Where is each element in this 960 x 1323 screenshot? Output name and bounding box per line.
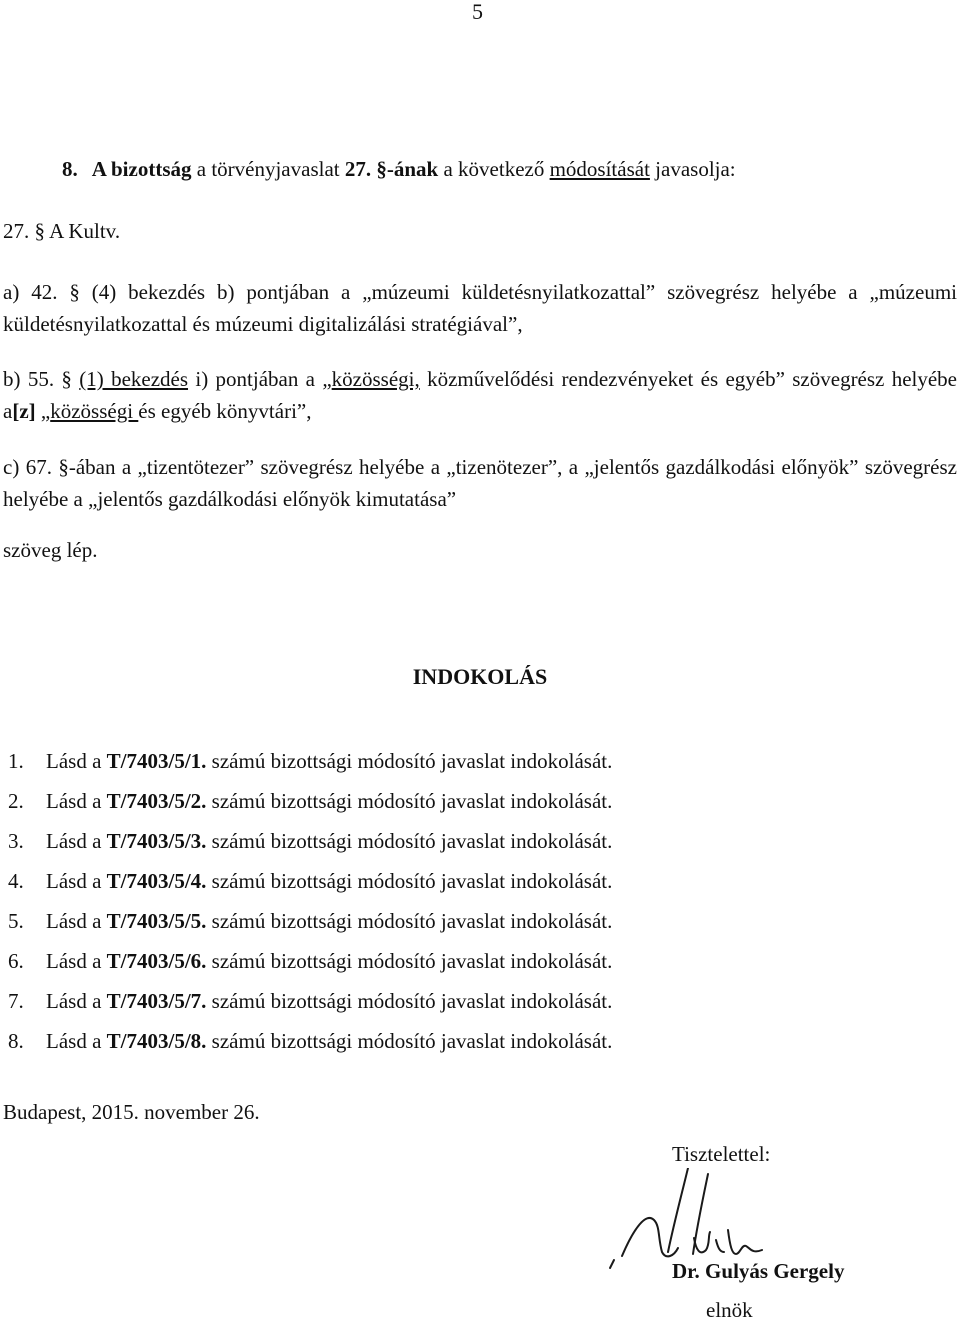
regards-text: Tisztelettel: — [672, 1142, 771, 1166]
section-reference: 27. § A Kultv. — [3, 219, 121, 243]
heading-section: 27. §-ának — [344, 157, 439, 181]
point-b-underlined: (1) bekezdés — [79, 367, 189, 391]
item-reference: T/7403/5/3. — [106, 829, 207, 853]
heading-underlined: módosítását — [549, 157, 650, 181]
signer-title: elnök — [706, 1298, 753, 1322]
justification-title: INDOKOLÁS — [412, 664, 548, 689]
point-b-part: közművelődési rendezvényeket és egyéb” szövegrész helyébe a — [3, 367, 958, 423]
heading-text: a törvényjavaslat — [191, 157, 345, 181]
item-number: 2. — [8, 789, 24, 813]
point-b-paragraph — [3, 363, 957, 427]
item-prefix: Lásd a — [46, 989, 107, 1013]
item-reference: T/7403/5/8. — [106, 1029, 207, 1053]
item-prefix: Lásd a — [46, 1029, 107, 1053]
justification-item — [8, 1021, 612, 1061]
item-prefix: Lásd a — [46, 749, 107, 773]
item-number: 6. — [8, 949, 24, 973]
heading-text-3: javasolja: — [649, 157, 736, 181]
item-prefix: Lásd a — [46, 869, 107, 893]
item-suffix: számú bizottsági módosító javaslat indokolását. — [206, 789, 613, 813]
point-b-part: „ — [35, 399, 51, 423]
item-reference: T/7403/5/6. — [106, 949, 207, 973]
item-number: 3. — [8, 829, 24, 853]
amendment-heading — [62, 156, 736, 182]
point-b-part: és egyéb könyvtári”, — [138, 399, 312, 423]
item-number: 5. — [8, 909, 24, 933]
heading-subject: A bizottság — [91, 157, 192, 181]
item-suffix: számú bizottsági módosító javaslat indokolását. — [206, 989, 613, 1013]
justification-item — [8, 741, 612, 781]
point-b-underlined: közösségi — [50, 399, 139, 423]
point-c-paragraph: c) 67. §-ában a „tizentötezer” szövegrész helyébe a „tizenötezer”, a „jelentős gazdálkodási előnyök” szövegrész helyébe a „jelentős gazdálkodási előnyök kimutatása” — [3, 455, 957, 511]
point-b-underlined: közösségi, — [331, 367, 420, 391]
item-number: 1. — [8, 749, 24, 773]
item-prefix: Lásd a — [46, 789, 107, 813]
item-reference: T/7403/5/5. — [106, 909, 207, 933]
justification-item — [8, 981, 612, 1021]
closing-text: szöveg lép. — [3, 538, 98, 562]
item-reference: T/7403/5/4. — [106, 869, 207, 893]
item-number: 8. — [8, 1029, 24, 1053]
justification-item — [8, 861, 612, 901]
item-prefix: Lásd a — [46, 829, 107, 853]
signer-name: Dr. Gulyás Gergely — [672, 1259, 845, 1283]
item-prefix: Lásd a — [46, 909, 107, 933]
item-reference: T/7403/5/2. — [106, 789, 207, 813]
page-number: 5 — [472, 0, 483, 24]
item-suffix: számú bizottsági módosító javaslat indokolását. — [206, 869, 613, 893]
justification-list — [8, 741, 612, 1061]
justification-item — [8, 781, 612, 821]
place-date: Budapest, 2015. november 26. — [3, 1100, 260, 1124]
item-suffix: számú bizottsági módosító javaslat indokolását. — [206, 1029, 613, 1053]
item-suffix: számú bizottsági módosító javaslat indokolását. — [206, 949, 613, 973]
point-a-paragraph: a) 42. § (4) bekezdés b) pontjában a „múzeumi küldetésnyilatkozattal” szövegrész helyébe a „múzeumi küldetésnyilatkozattal és múzeumi digitalizálási stratégiával”, — [3, 280, 957, 336]
point-b-part: b) 55. § — [3, 367, 80, 391]
justification-item — [8, 941, 612, 981]
item-suffix: számú bizottsági módosító javaslat indokolását. — [206, 829, 613, 853]
item-suffix: számú bizottsági módosító javaslat indokolását. — [206, 749, 613, 773]
item-number: 7. — [8, 989, 24, 1013]
item-suffix: számú bizottsági módosító javaslat indokolását. — [206, 909, 613, 933]
point-b-part: i) pontjában a „ — [188, 367, 332, 391]
point-b-bold: [z] — [12, 399, 36, 423]
amendment-number: 8. — [62, 157, 78, 181]
justification-item — [8, 901, 612, 941]
heading-text-2: a következő — [438, 157, 550, 181]
item-number: 4. — [8, 869, 24, 893]
item-reference: T/7403/5/7. — [106, 989, 207, 1013]
justification-item — [8, 821, 612, 861]
item-reference: T/7403/5/1. — [106, 749, 207, 773]
item-prefix: Lásd a — [46, 949, 107, 973]
